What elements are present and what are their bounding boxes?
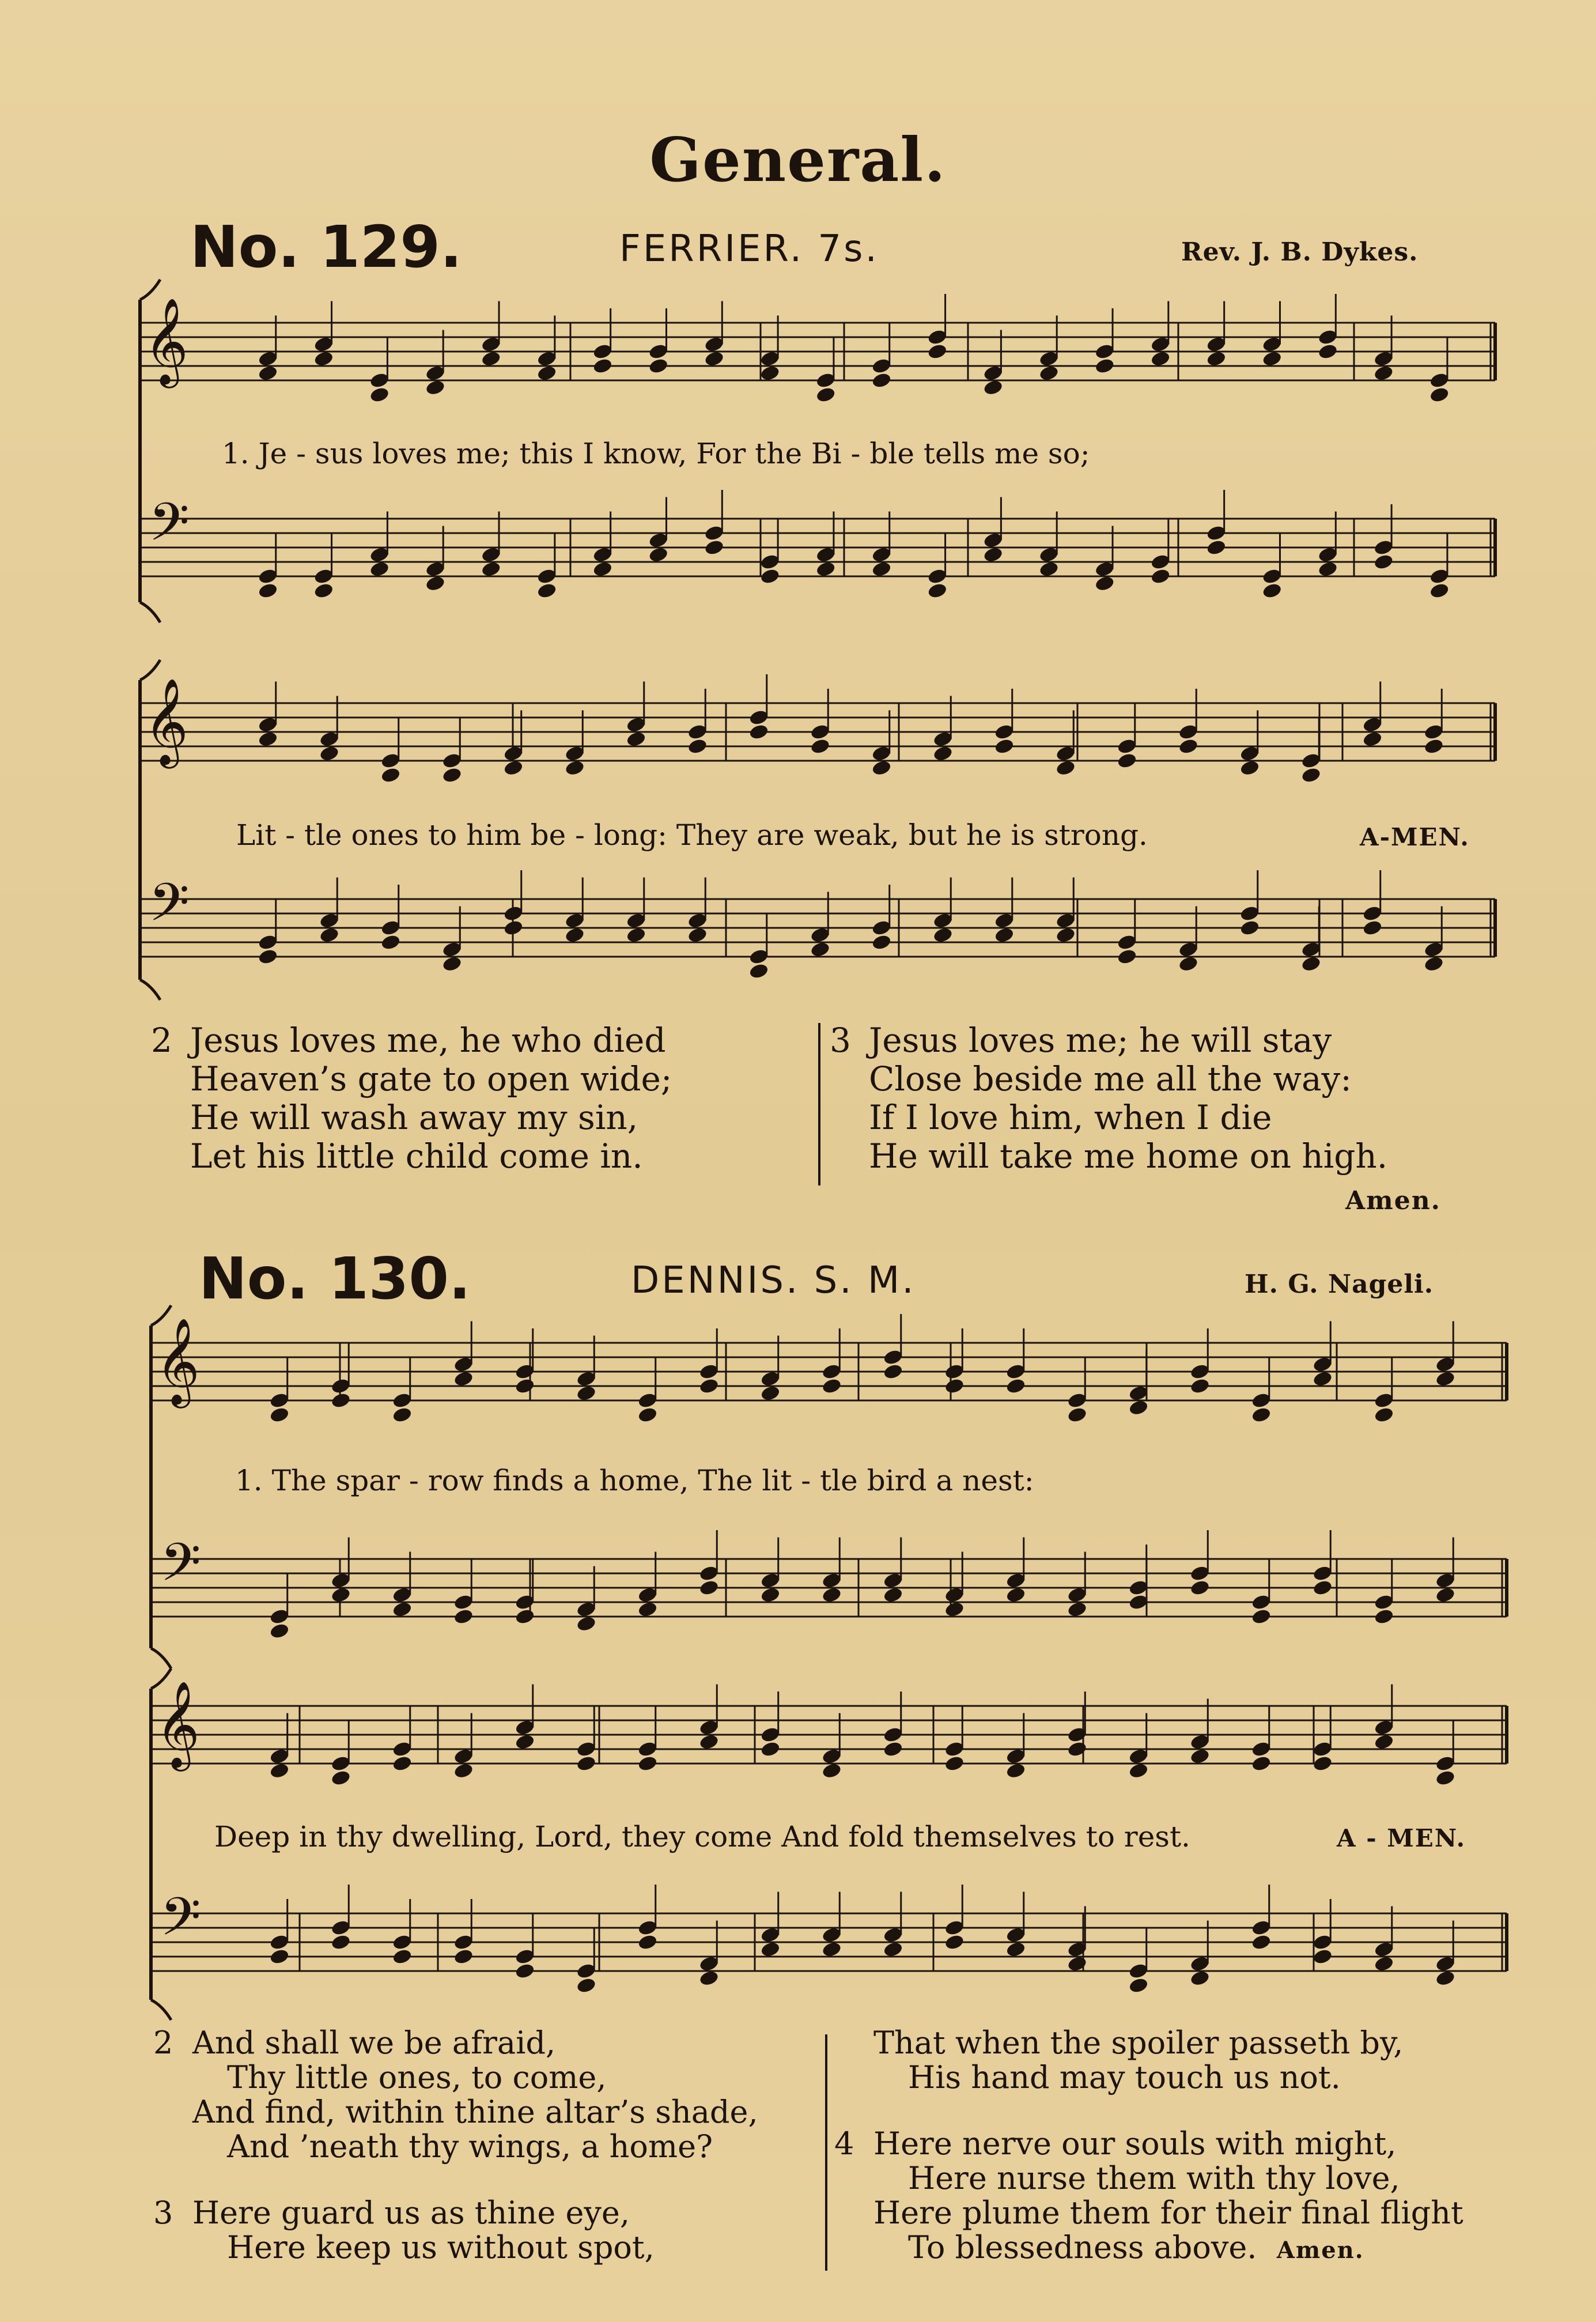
- notehead: [330, 1586, 351, 1603]
- notehead: [592, 560, 613, 577]
- section-title: General.: [649, 124, 947, 195]
- notehead: [258, 364, 278, 382]
- hymn-number: No. 129.: [190, 213, 462, 281]
- notehead: [269, 1622, 290, 1640]
- notehead: [704, 350, 724, 367]
- notehead: [319, 745, 339, 762]
- amen-label: Amen.: [1276, 2237, 1364, 2264]
- notehead: [453, 1762, 474, 1779]
- verse-line: Thy little ones, to come,: [227, 2059, 607, 2096]
- notehead: [932, 926, 953, 943]
- notehead: [1178, 738, 1198, 755]
- lyric-line: Deep in thy dwelling, Lord, they come And fold themselves to rest.: [214, 1820, 1190, 1853]
- notehead: [883, 1740, 903, 1758]
- notehead: [1189, 1377, 1210, 1395]
- notehead: [1038, 364, 1059, 382]
- verse-line: Jesus loves me, he who died: [190, 1021, 666, 1060]
- verse-line: Close beside me all the way:: [869, 1059, 1352, 1098]
- notehead: [821, 1762, 842, 1779]
- notehead: [1262, 582, 1283, 599]
- verse-number: 3: [830, 1021, 851, 1060]
- tune-name: DENNIS. S. M.: [631, 1259, 916, 1302]
- notehead: [1300, 767, 1321, 784]
- notehead: [1429, 386, 1450, 403]
- verse-line: Heaven’s gate to open wide;: [190, 1059, 672, 1098]
- notehead: [1251, 1755, 1272, 1772]
- notehead: [1055, 926, 1076, 943]
- notehead: [1189, 1747, 1210, 1765]
- notehead: [576, 1755, 596, 1772]
- notehead: [330, 1769, 351, 1787]
- notehead: [515, 1608, 535, 1625]
- bass-clef: 𝄢: [160, 1886, 201, 1960]
- notehead: [704, 539, 724, 556]
- notehead: [576, 1977, 596, 1994]
- notehead: [392, 1948, 413, 1965]
- notehead: [687, 926, 708, 943]
- notehead: [760, 1740, 781, 1758]
- verse-line: His hand may touch us not.: [908, 2059, 1341, 2096]
- notehead: [637, 1934, 658, 1951]
- notehead: [380, 767, 401, 784]
- verse-line: Here keep us without spot,: [227, 2229, 655, 2266]
- verse-2: [153, 2026, 758, 2164]
- notehead: [648, 357, 669, 375]
- notehead: [481, 350, 501, 367]
- notehead: [927, 582, 948, 599]
- verse-3-continued: [834, 2026, 1403, 2095]
- notehead: [883, 1586, 903, 1603]
- notehead: [748, 723, 769, 741]
- verse-number: 2: [151, 1021, 172, 1060]
- verse-line: And find, within thine altar’s shade,: [192, 2094, 758, 2130]
- notehead: [576, 1615, 596, 1632]
- composer: H. G. Nageli.: [1245, 1270, 1434, 1299]
- notehead: [1262, 350, 1283, 367]
- notehead: [944, 1934, 965, 1951]
- verse-line: Let his little child come in.: [190, 1137, 643, 1176]
- notehead: [441, 955, 462, 972]
- verse-line: He will take me home on high.: [869, 1137, 1388, 1176]
- notehead: [1373, 364, 1394, 382]
- tune-name: FERRIER. 7s.: [619, 228, 879, 270]
- notehead: [821, 1940, 842, 1958]
- notehead: [1055, 759, 1076, 776]
- notehead: [369, 560, 389, 577]
- notehead: [1362, 730, 1383, 747]
- verse-line: If I love him, when I die: [869, 1098, 1272, 1137]
- notehead: [637, 1755, 658, 1772]
- notehead: [1317, 343, 1338, 360]
- notehead: [871, 759, 892, 776]
- verse-3: [830, 1021, 1387, 1176]
- notehead: [810, 738, 830, 755]
- notehead: [748, 962, 769, 980]
- notehead: [760, 1586, 781, 1603]
- notehead: [1423, 738, 1444, 755]
- notehead: [1312, 1579, 1333, 1596]
- notehead: [927, 343, 948, 360]
- notehead: [258, 948, 278, 965]
- notehead: [564, 759, 585, 776]
- notehead: [453, 1948, 474, 1965]
- notehead: [637, 1600, 658, 1618]
- notehead: [1429, 582, 1450, 599]
- notehead: [1117, 752, 1137, 769]
- notehead: [269, 1406, 290, 1424]
- system-brace: [140, 602, 160, 622]
- notehead: [313, 582, 334, 599]
- notehead: [821, 1377, 842, 1395]
- notehead: [503, 919, 524, 937]
- notehead: [392, 1406, 413, 1424]
- notehead: [1251, 1934, 1272, 1951]
- notehead: [1251, 1406, 1272, 1424]
- verse-2: [151, 1021, 672, 1176]
- notehead: [759, 364, 780, 382]
- amen-label: A - MEN.: [1337, 1824, 1466, 1852]
- bass-clef: 𝄢: [149, 872, 190, 946]
- notehead: [944, 1377, 965, 1395]
- notehead: [932, 745, 953, 762]
- notehead: [1373, 553, 1394, 571]
- notehead: [330, 1392, 351, 1409]
- composer: Rev. J. B. Dykes.: [1181, 237, 1419, 267]
- notehead: [982, 546, 1003, 563]
- bass-clef: 𝄢: [149, 492, 190, 565]
- notehead: [1206, 539, 1227, 556]
- notehead: [1128, 1977, 1149, 1994]
- notehead: [269, 1948, 290, 1965]
- verse-line: And ’neath thy wings, a home?: [227, 2128, 713, 2165]
- notehead: [576, 1384, 596, 1402]
- verse-4: [834, 2127, 1463, 2268]
- notehead: [982, 379, 1003, 396]
- notehead: [1066, 1600, 1087, 1618]
- notehead: [1435, 1370, 1455, 1387]
- notehead: [1128, 1762, 1149, 1779]
- notehead: [1005, 1940, 1026, 1958]
- treble-clef: 𝄞: [144, 297, 188, 384]
- lyric-line: Lit - tle ones to him be - long: They are weak, but he is strong.: [236, 818, 1148, 852]
- notehead: [1094, 575, 1115, 592]
- notehead: [944, 1600, 965, 1618]
- notehead: [1312, 1755, 1333, 1772]
- notehead: [1317, 560, 1338, 577]
- verse-number: 3: [153, 2195, 173, 2231]
- notehead: [1005, 1762, 1026, 1779]
- notehead: [759, 568, 780, 585]
- notehead: [1312, 1948, 1333, 1965]
- notehead: [392, 1755, 413, 1772]
- notehead: [441, 767, 462, 784]
- hymn-number: No. 130.: [199, 1245, 471, 1312]
- notehead: [1300, 955, 1321, 972]
- notehead: [425, 379, 445, 396]
- notehead: [687, 738, 708, 755]
- notehead: [871, 934, 892, 951]
- notehead: [313, 350, 334, 367]
- notehead: [369, 386, 389, 403]
- notehead: [815, 386, 836, 403]
- notehead: [944, 1755, 965, 1772]
- notehead: [1374, 1406, 1394, 1424]
- lyric-line: 1. Je - sus loves me; this I know, For the Bi - ble tells me so;: [222, 437, 1090, 470]
- notehead: [698, 1579, 719, 1596]
- treble-clef: 𝄞: [156, 1317, 200, 1404]
- notehead: [871, 560, 892, 577]
- lyric-line: 1. The spar - row finds a home, The lit - tle bird a nest:: [235, 1464, 1034, 1497]
- notehead: [637, 1406, 658, 1424]
- notehead: [626, 730, 646, 747]
- notehead: [536, 364, 557, 382]
- notehead: [883, 1363, 903, 1380]
- verse-line: He will wash away my sin,: [190, 1098, 638, 1137]
- notehead: [330, 1934, 351, 1951]
- notehead: [760, 1384, 781, 1402]
- notehead: [1066, 1406, 1087, 1424]
- notehead: [648, 546, 669, 563]
- notehead: [1128, 1399, 1149, 1416]
- notehead: [453, 1370, 474, 1387]
- notehead: [258, 582, 278, 599]
- verse-line: Here guard us as thine eye,: [192, 2195, 630, 2231]
- treble-clef: 𝄞: [156, 1680, 200, 1768]
- notehead: [1005, 1586, 1026, 1603]
- bass-clef: 𝄢: [160, 1532, 201, 1606]
- notehead: [1435, 1586, 1455, 1603]
- notehead: [1066, 1955, 1087, 1972]
- notehead: [883, 1940, 903, 1958]
- verse-line: Jesus loves me; he will stay: [869, 1021, 1332, 1060]
- notehead: [258, 730, 278, 747]
- verse-line: Here nurse them with thy love,: [908, 2160, 1400, 2196]
- notehead: [1117, 948, 1137, 965]
- notehead: [994, 738, 1015, 755]
- verse-number: 4: [834, 2125, 854, 2162]
- notehead: [503, 759, 524, 776]
- notehead: [1005, 1377, 1026, 1395]
- notehead: [1094, 357, 1115, 375]
- notehead: [515, 1377, 535, 1395]
- notehead: [698, 1969, 719, 1987]
- notehead: [515, 1733, 535, 1750]
- notehead: [1189, 1579, 1210, 1596]
- notehead: [1423, 955, 1444, 972]
- treble-clef: 𝄞: [144, 677, 188, 765]
- notehead: [1312, 1370, 1333, 1387]
- notehead: [1206, 350, 1227, 367]
- notehead: [592, 357, 613, 375]
- notehead: [698, 1733, 719, 1750]
- notehead: [1435, 1769, 1455, 1787]
- system-brace: [151, 2000, 171, 2020]
- verse-divider: [825, 2034, 827, 2271]
- notehead: [994, 926, 1015, 943]
- verse-line: That when the spoiler passeth by,: [873, 2025, 1404, 2061]
- notehead: [1239, 759, 1260, 776]
- verse-line: Here plume them for their final flight: [873, 2195, 1463, 2231]
- notehead: [481, 560, 501, 577]
- notehead: [1239, 919, 1260, 937]
- notehead: [760, 1940, 781, 1958]
- notehead: [1066, 1740, 1087, 1758]
- notehead: [425, 575, 445, 592]
- notehead: [319, 926, 339, 943]
- notehead: [1435, 1969, 1455, 1987]
- system-brace: [140, 980, 160, 1000]
- notehead: [1150, 350, 1171, 367]
- notehead: [810, 941, 830, 958]
- verse-3: [153, 2196, 655, 2265]
- notehead: [698, 1377, 719, 1395]
- notehead: [1038, 560, 1059, 577]
- verse-line: To blessedness above.: [908, 2229, 1257, 2266]
- verse-line: And shall we be afraid,: [192, 2025, 556, 2061]
- notehead: [821, 1586, 842, 1603]
- notehead: [1150, 568, 1171, 585]
- verse-line: Here nerve our souls with might,: [873, 2125, 1397, 2162]
- notehead: [815, 560, 836, 577]
- notehead: [1374, 1955, 1394, 1972]
- notehead: [536, 582, 557, 599]
- notehead: [380, 934, 401, 951]
- notehead: [626, 926, 646, 943]
- notehead: [1251, 1608, 1272, 1625]
- notehead: [453, 1608, 474, 1625]
- verse-divider: [818, 1023, 820, 1185]
- amen-label: A-MEN.: [1360, 823, 1470, 851]
- system-brace: [151, 1648, 171, 1668]
- notehead: [1374, 1733, 1394, 1750]
- notehead: [1374, 1608, 1394, 1625]
- amen-label: Amen.: [1345, 1186, 1441, 1215]
- notehead: [392, 1600, 413, 1618]
- notehead: [269, 1762, 290, 1779]
- verse-number: 2: [153, 2025, 173, 2061]
- notehead: [1189, 1969, 1210, 1987]
- notehead: [1178, 955, 1198, 972]
- notehead: [564, 926, 585, 943]
- notehead: [871, 372, 892, 389]
- notehead: [515, 1962, 535, 1980]
- notehead: [1362, 919, 1383, 937]
